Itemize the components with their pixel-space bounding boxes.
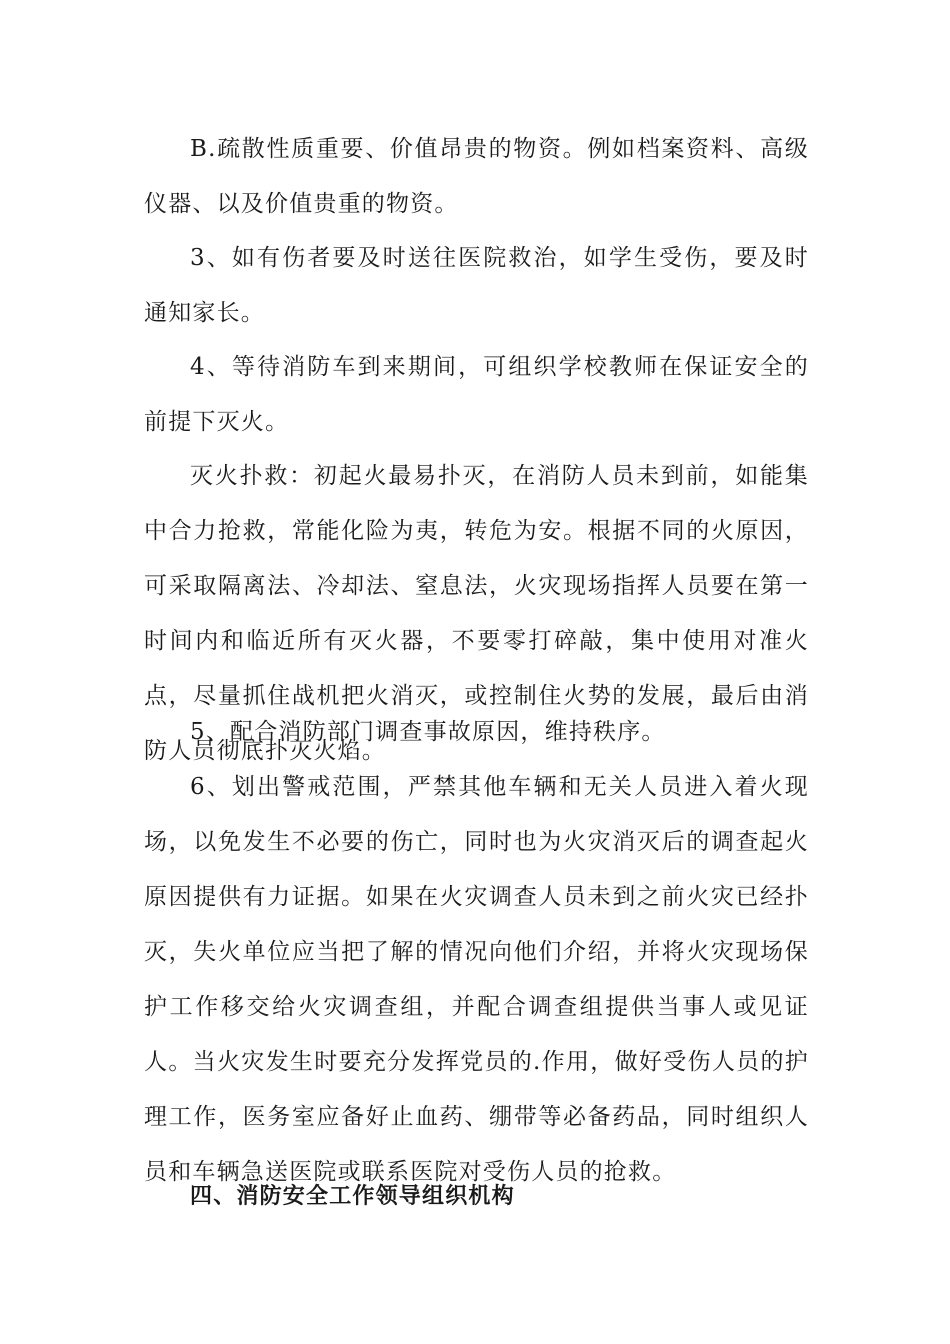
- section-heading: 四、消防安全工作领导组织机构: [190, 1184, 515, 1209]
- paragraph-injured-treatment: 3、如有伤者要及时送往医院救治，如学生受伤，要及时通知家长。: [144, 245, 809, 326]
- paragraph-cooperate-investigation: 5、配合消防部门调查事故原因，维持秩序。: [190, 719, 666, 745]
- paragraph-fire-fighting: 灭火扑救：初起火最易扑灭，在消防人员未到前，如能集中合力抢救，常能化险为夷，转危为安。根据不同的火原因，可采取隔离法、冷却法、窒息法，火灾现场指挥人员要在第一时间内和临近所有灭火器，不要零打碎敲，集中使用对准火点，尽量抓住战机把火消灭，或控制住火势的发展，最后由消防人员彻底扑灭火焰。: [144, 463, 809, 764]
- paragraph-cordon-area: 6、划出警戒范围，严禁其他车辆和无关人员进入着火现场，以免发生不必要的伤亡，同时也为火灾消灭后的调查起火原因提供有力证据。如果在火灾调查人员未到之前火灾已经扑灭，失火单位应当把了解的情况向他们介绍，并将火灾现场保护工作移交给火灾调查组，并配合调查组提供当事人或见证人。当火灾发生时要充分发挥党员的.作用，做好受伤人员的护理工作，医务室应备好止血药、绷带等必备药品，同时组织人员和车辆急送医院或联系医院对受伤人员的抢救。: [144, 774, 809, 1185]
- paragraph-waiting-fire-truck: 4、等待消防车到来期间，可组织学校教师在保证安全的前提下灭火。: [144, 354, 809, 435]
- paragraph-evacuate-materials: B.疏散性质重要、价值昂贵的物资。例如档案资料、高级仪器、以及价值贵重的物资。: [144, 136, 809, 217]
